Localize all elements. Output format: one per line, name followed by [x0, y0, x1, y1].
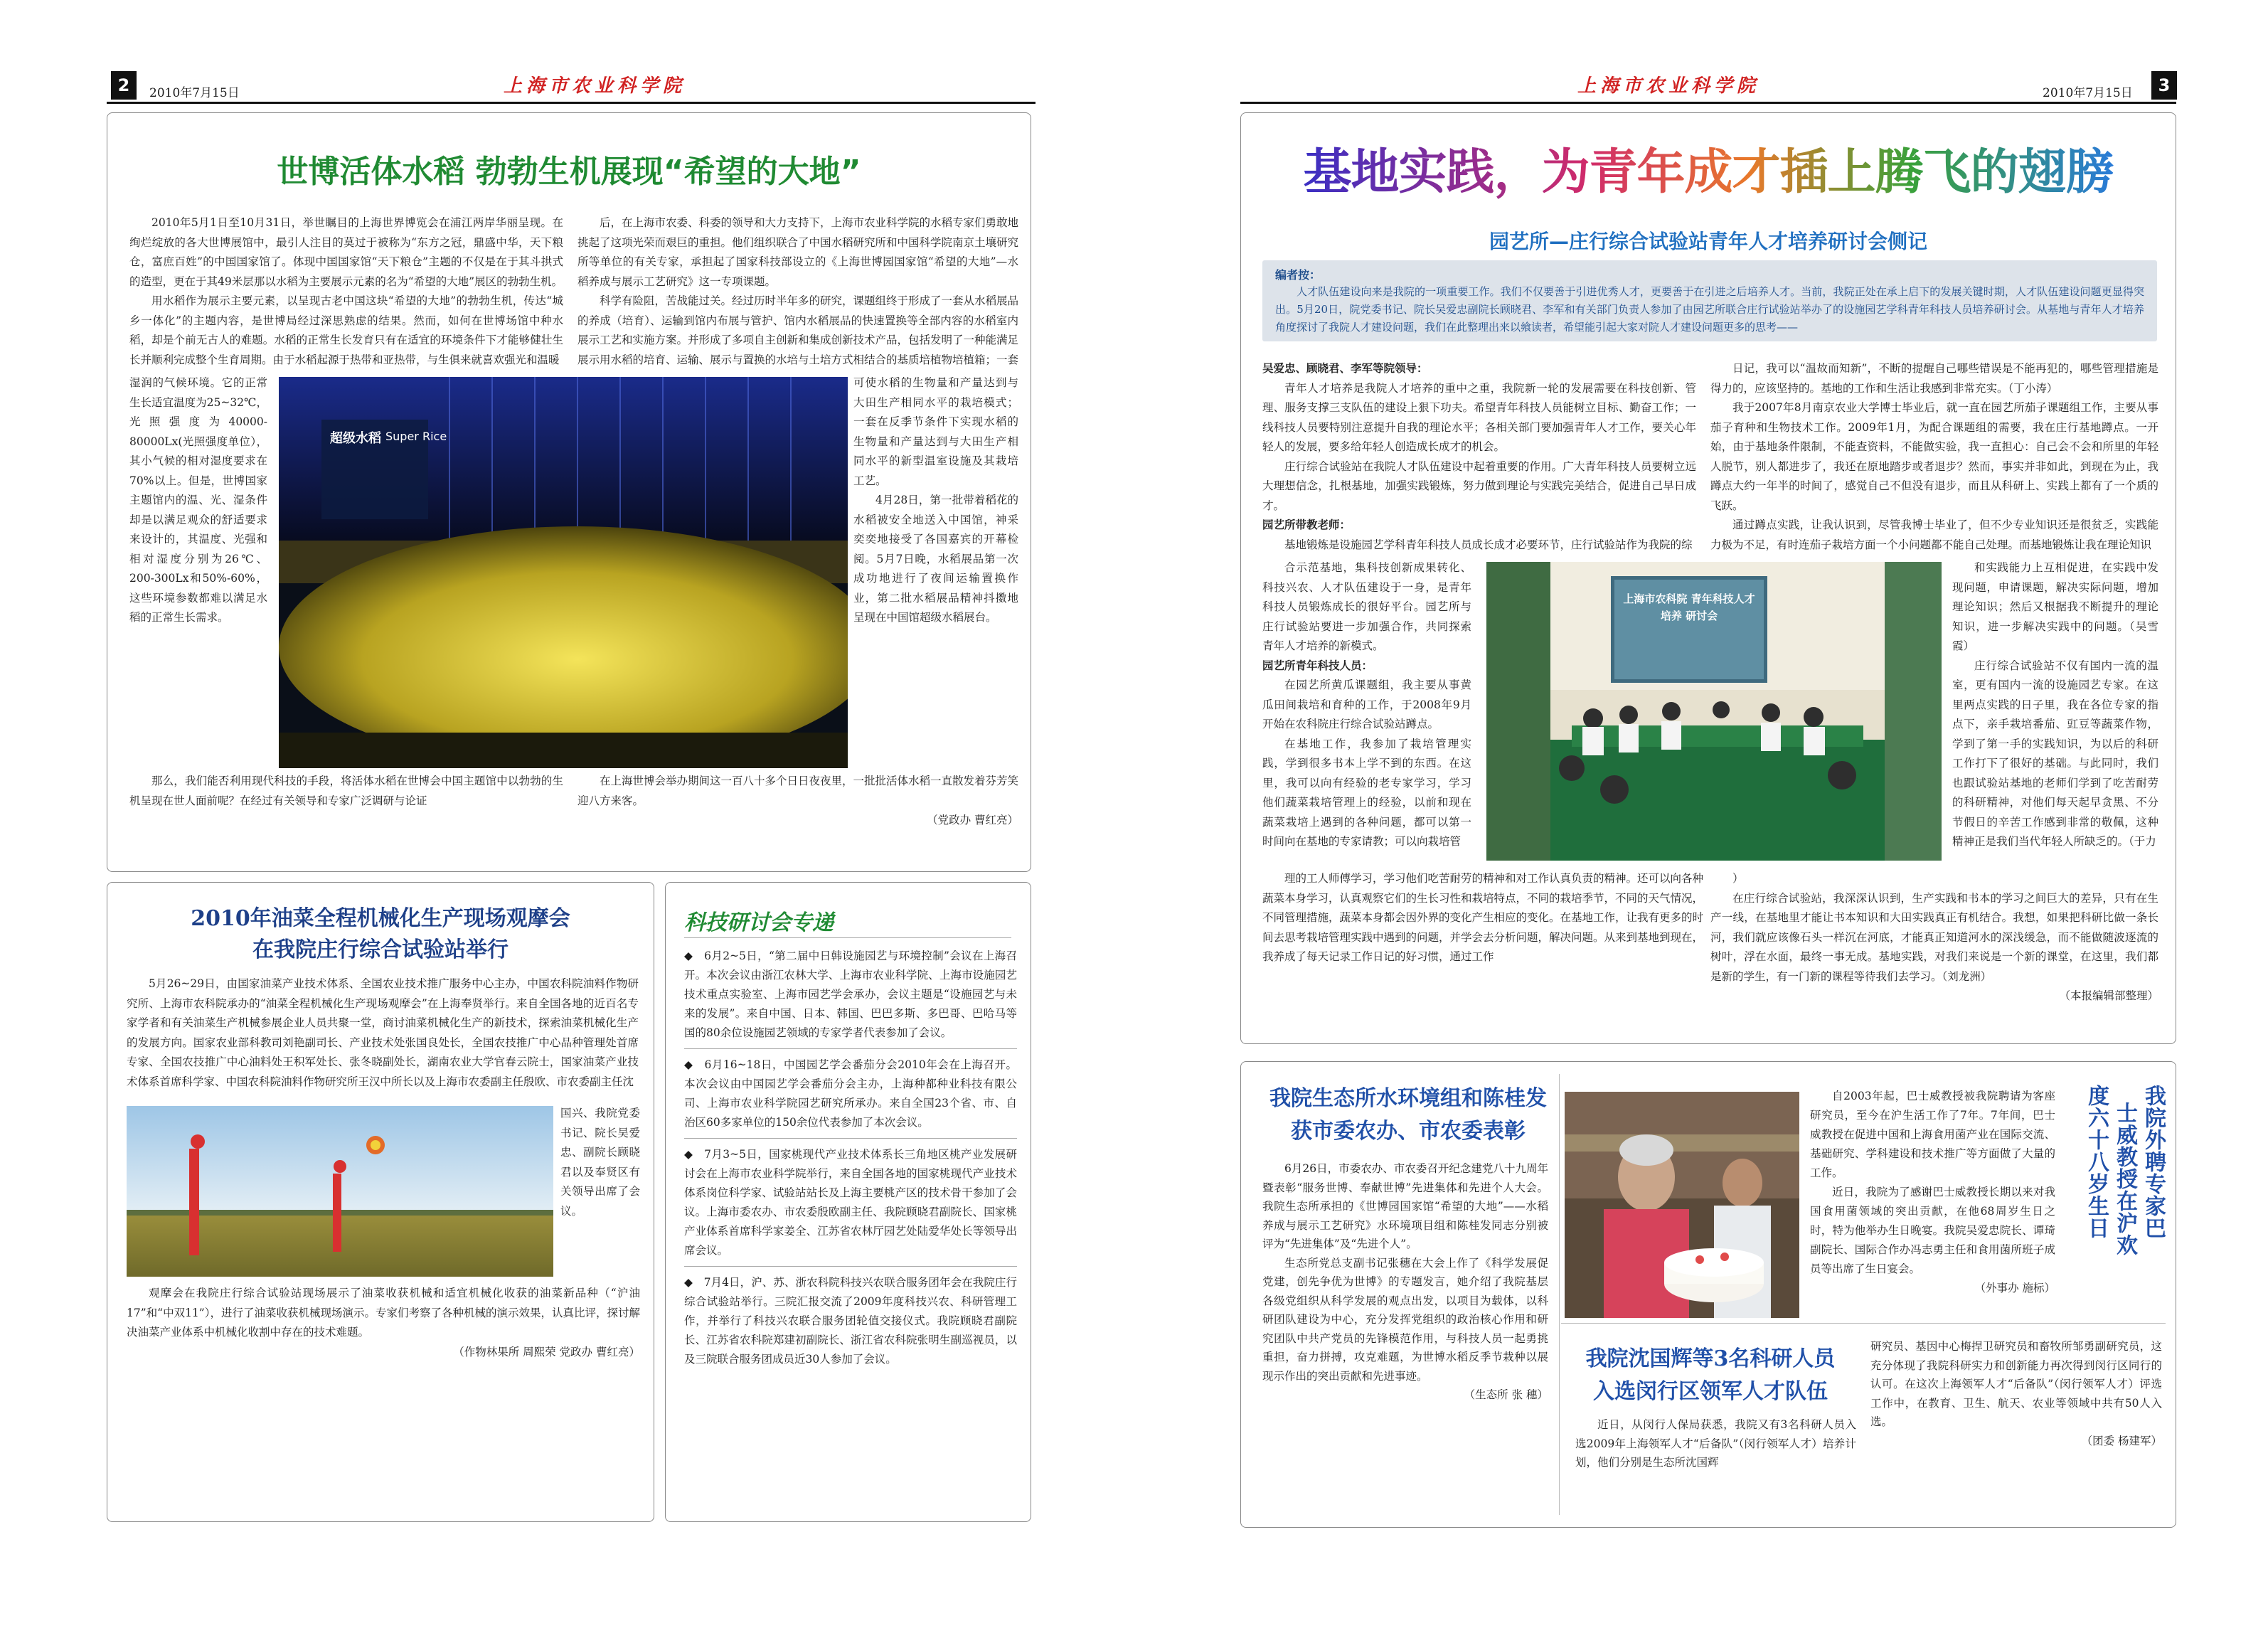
- photo-caption: 超级水稻: [330, 431, 381, 446]
- photo-caption: Super Rice: [385, 430, 447, 443]
- byline: （作物林果所 周熙荣 党政办 曹红亮）: [453, 1345, 640, 1358]
- expo-col1-side: [129, 373, 272, 772]
- rape-text-side: 国兴、我院党委书记、院长吴爱忠、副院长顾晓君以及奉贤区有关领导出席了会议。: [560, 1107, 640, 1218]
- masthead: 上海市农业科学院: [504, 75, 686, 97]
- paragraph: 观摩会在我院庄行综合试验站现场展示了油菜收获机械和适宜机械化收获的油菜新品种（“沪油17”和“中双11”），进行了油菜收获机械现场演示。专家们考察了各种机械的演示效果，认真比评，探讨解决油菜产业体系中机械化收割中存在的技术难题。: [127, 1287, 640, 1339]
- divider: [684, 1266, 1017, 1267]
- eco-text: [1262, 1159, 1548, 1514]
- paragraph: 庄行综合试验站在我院人才队伍建设中起着重要的作用。广大青年科技人员要树立远大理想信念，扎根基地，加强实践锻炼，努力做到理论与实践完美结合，促进自己早日成才。: [1262, 459, 1696, 512]
- rape-text-top: 5月26~29日，由国家油菜产业技术体系、全国农业技术推广服务中心主办，中国农科院油料作物研究所、上海市农科院承办的“油菜全程机械化生产现场观摩会”在上海奉贤举行。来自全国各地的近百名专家学者和有关油菜生产机械参展企业人员共聚一堂，商讨油菜机械化生产的新技术，探索油菜机械化生产的发展方向。国家农业部科教司刘艳副司长、产业技术处张国良处长，全国农技推广中心品种管理处首席专家、全国农技推广中心油料处王积军处长、张冬晓副处长，湖南农业大学官春云院士，国家油菜产业技术体系首席科学家、中国农科院油料作物研究所王汉中所长以及上海市农委副主任殷欧、市农委副主任沈: [127, 977, 639, 1088]
- rice-exhibit-photo: [279, 377, 848, 768]
- paragraph: ）: [1732, 872, 1744, 885]
- youth-col1-side: [1262, 558, 1476, 868]
- header-rule: [1240, 102, 2176, 104]
- paragraph: 近日，从闵行人保局获悉，我院又有3名科研人员入选2009年上海领军人才“后备队”（闵行领军人才）培养计划，他们分别是生态所沈国辉: [1575, 1418, 1856, 1469]
- youth-col1-bottom: [1262, 869, 1703, 1031]
- paragraph: 通过蹲点实践，让我认识到，尽管我博士毕业了，但不少专业知识还是很贫乏，实践能力极为不足，有时连茄子栽培方面一个小问题都不能自己处理。而基地锻炼让我在理论知识: [1710, 518, 2158, 551]
- expert-title: 我院外聘专家巴 士威教授在沪欢 度六十八岁生日: [2084, 1085, 2166, 1256]
- editor-note-box: [1262, 260, 2157, 341]
- seminar-item: ◆ 6月2~5日，“第二届中日韩设施园艺与环境控制”会议在上海召开。本次会议由浙江农林大学、上海市农业科学院、上海市设施园艺技术重点实验室、上海市园艺学会承办，会议主题是“设施园艺与未来的发展”。来自中国、日本、韩国、巴巴多斯、多巴哥、巴哈马等国的80余位设施园艺领域的专家学者代表参加了会议。: [684, 949, 1017, 1039]
- paragraph: 2010年5月1日至10月31日，举世瞩目的上海世界博览会在浦江两岸华丽呈现。在绚烂绽放的各大世博展馆中，最引人注目的莫过于被称为“东方之冠，鼎盛中华，天下粮仓，富庶百姓”的中国国家馆了。体现中国国家馆“天下粮仓”主题的不仅是在于其斗拱式的造型，更在于其49米层那以水稻为主要展示元素的名为“希望的大地”展区的勃勃生机。: [129, 216, 563, 288]
- expo-col1-bottom: [129, 772, 563, 861]
- editor-note: 人才队伍建设向来是我院的一项重要工作。我们不仅要善于引进优秀人才，更要善于在引进之后培养人才。当前，我院正处在承上启下的发展关键时期，人才队伍建设问题更显得突出。5月20日，院党委书记、院长吴爱忠副院长顾晓君、李军和有关部门负责人参加了由园艺所联合庄行试验站举办了的设施园艺学科青年科技人员培养研讨会。从基地与青年人才培养角度探讨了我院人才建设问题，我们在此整理出来以飨读者，希望能引起大家对院人才建设问题更多的思考——: [1275, 285, 2144, 334]
- expert-text-top: [1810, 1087, 2055, 1300]
- paragraph: 日记，我可以“温故而知新”，不断的提醒自己哪些错误是不能再犯的，哪些管理措施是得力的，应该坚持的。基地的工作和生活让我感到非常充实。（丁小涛）: [1710, 362, 2158, 395]
- seminar-item: ◆ 7月4日，沪、苏、浙农科院科技兴农联合服务团年会在我院庄行综合试验站举行。三院汇报交流了2009年度科技兴农、科研管理工作，并举行了科技兴农联合服务团轮值交接仪式。我院顾晓君副院长、江苏省农科院郑建初副院长、浙江省农科院张明生副巡视员，以及三院联合服务团成员近30人参加了会议。: [684, 1275, 1017, 1366]
- paragraph: 理的工人师傅学习，学习他们吃苦耐劳的精神和对工作认真负责的精神。还可以向各种蔬菜本身学习，认真观察它们的生长习性和栽培特点，不同的栽培季节，不同的天气情况，不同管理措施，蔬菜本身都会因外界的变化产生相应的变化。在基地工作，让我有更多的时间去思考栽培管理实践中遇到的问题，并学会去分析问题，解决问题。从来到基地到现在，我养成了每天记录工作日记的好习惯，通过工作: [1262, 872, 1703, 963]
- youth-col1-top: [1262, 359, 1696, 558]
- issue-date: 2010年7月15日: [2043, 86, 2133, 100]
- byline: （生态所 张 穗）: [1464, 1388, 1548, 1401]
- divider: [1561, 1323, 2166, 1324]
- divider: [1559, 1074, 1560, 1515]
- paragraph: 在基地工作，我参加了栽培管理实践，学到很多书本上学不到的东西。在这里，我可以向有经验的老专家学习，学习他们蔬菜栽培管理上的经验，以前和现在蔬菜栽培上遇到的各种问题，都可以第一时间向在基地的专家请教；可以向栽培管: [1262, 737, 1471, 848]
- paragraph: 近日，我院为了感谢巴士威教授长期以来对我国食用菌领域的突出贡献，在他68周岁生日之时，特为他举办生日晚宴。我院吴爱忠院长、谭琦副院长、国际合作办冯志勇主任和食用菌所班子成员等出席了生日宴会。: [1810, 1186, 2055, 1275]
- paragraph: 在园艺所黄瓜课题组，我主要从事黄瓜田间栽培和育种的工作，于2008年9月开始在农科院庄行综合试验站蹲点。: [1262, 679, 1471, 730]
- section-heading: 园艺所青年科技人员：: [1262, 659, 1373, 672]
- paragraph: 我于2007年8月南京农业大学博士毕业后，就一直在园艺所茄子课题组工作，主要从事茄子育种和生物技术工作。2009年1月，为配合课题组的需要，我在庄行基地蹲点。一开始，由于基地条件限制，不能查资料，不能做实验，我一直担心：自己会不会和所里的年轻人脱节，别人都进步了，我还在原地踏步或者退步？然而，事实并非如此，到现在为止，我蹲点大约一年半的时间了，感觉自己不但没有退步，而且从科研上、实践上都有了一个质的飞跃。: [1710, 401, 2158, 512]
- divider: [684, 1138, 1017, 1139]
- byline: （党政办 曹红亮）: [927, 814, 1018, 826]
- field-demo-photo: [127, 1106, 553, 1277]
- editor-label: 编者按：: [1275, 268, 1321, 282]
- paragraph: 可使水稻的生物量和产量达到与大田生产相同水平的栽培模式；一套在反季节条件下实现水稻的生物量和产量达到与大田生产相同水平的新型温室设施及其栽培工艺。: [853, 376, 1018, 487]
- seminar-title: 科技研讨会专递: [684, 910, 834, 935]
- byline: （外事办 施标）: [1974, 1282, 2055, 1294]
- expo-col2-bottom: [577, 772, 1018, 861]
- paragraph: 后，在上海市农委、科委的领导和大力支持下，上海市农业科学院的水稻专家们勇敢地挑起了这项光荣而艰巨的重担。他们组织联合了中国水稻研究所和中国科学院南京土壤研究所等单位的有关专家，承担起了国家科技部设立的《上海世博园国家馆“希望的大地”—水稻养成与展示工艺研究》这一专项课题。: [577, 216, 1018, 288]
- paragraph: 研究员、基因中心梅捍卫研究员和畜牧所邹勇副研究员，这充分体现了我院科研实力和创新能力再次得到闵行区同行的认可。在这次上海领军人才“后备队”（闵行领军人才）评选工作中，在教育、卫生、航天、农业等领域中共有50人入选。: [1870, 1340, 2162, 1428]
- youth-title: 基地实践，为青年成才插上腾飞的翅膀: [1303, 144, 2114, 201]
- meeting-photo: [1486, 562, 1942, 861]
- page-number: 2: [111, 71, 137, 100]
- seminar-item: ◆ 6月16~18日，中国园艺学会番茄分会2010年会在上海召开。本次会议由中国园艺学会番茄分会主办，上海种都种业科技有限公司、上海市农业科学院园艺研究所承办。来自全国23个省、市、自治区60多家单位的150余位代表参加了本次会议。: [684, 1058, 1017, 1129]
- talent-title: 我院沈国辉等3名科研人员 入选闵行区领军人才队伍: [1585, 1346, 1836, 1404]
- talent-col1: [1575, 1415, 1856, 1508]
- paragraph: 在庄行综合试验站，我深深认识到，生产实践和书本的学习之间巨大的差异，只有在生产一线，在基地里才能让书本知识和大田实践真正有机结合。我想，如果把科研比做一条长河，我们就应该像石头一样沉在河底，才能真正知道河水的深浅缓急，而不能做随波逐流的树叶，浮在水面，最终一事无成。基地实践，对我们来说是一个新的课堂，在这里，我们都是新的学生，有一门新的课程等待我们去学习。（刘龙洲）: [1710, 891, 2158, 983]
- seminar-item: ◆ 7月3~5日，国家桃现代产业技术体系长三角地区桃产业发展研讨会在上海市农业科学院举行，来自全国各地的国家桃现代产业技术体系岗位科学家、试验站站长及上海主要桃产区的技术骨干参加了会议。上海市委农办、市农委殷欧副主任、我院顾晓君副院长、国家桃产业体系首席科学家姜全、江苏省农林厅园艺处陆爱华处长等领导出席会议。: [684, 1147, 1017, 1257]
- paragraph: 青年人才培养是我院人才培养的重中之重，我院新一轮的发展需要在科技创新、管理、服务支撑三支队伍的建设上狠下功夫。希望青年科技人员能树立目标、勤奋工作；一线科技人员要特别注意提升自我的理论水平；各相关部门要加强青年人才工作，要关心年轻人的发展，要多给年轻人创造成长成才的机会。: [1262, 381, 1696, 453]
- paragraph: 和实践能力上互相促进，在实践中发现问题，申请课题，解决实际问题，增加理论知识；然后又根据我不断提升的理论知识，进一步解决实践中的问题。（吴雪霞）: [1952, 561, 2158, 652]
- paragraph: 自2003年起，巴士威教授被我院聘请为客座研究员，至今在沪生活工作了7年。7年间，巴士威教授在促进中国和上海食用菌产业在国际交流、基础研究、学科建设和技术推广等方面做了大量的工作。: [1810, 1090, 2055, 1179]
- header-rule: [107, 102, 1035, 104]
- byline: （本报编辑部整理）: [2059, 989, 2158, 1002]
- expo-col2-top: [577, 213, 1018, 371]
- expo-col1-top: [129, 213, 563, 371]
- paragraph: 用水稻作为展示主要元素，以呈现古老中国这块“希望的大地”的勃勃生机，传达“城乡一体化”的主题内容，是世博局经过深思熟虑的结果。然而，如何在世博场馆中种水稻，却是个前无古人的难题。水稻的正常生长发育只有在适宜的环境条件下才能够健壮生长并顺利完成整个生育周期。由于水稻起源于热带和亚热带，与生俱来就喜欢强光和温暖: [129, 294, 563, 366]
- paragraph: 科学有险阻，苦战能过关。经过历时半年多的研究，课题组终于形成了一套从水稻展品的养成（培育）、运输到馆内布展与管护、馆内水稻展品的快速置换等全部内容的水稻室内展示工艺和实施方案。并形成了多项自主创新和集成创新技术产品，包括发明了一种能满足展示用水稻的培育、运输、展示与置换的水培与土培方式相结合的基质培植物培植箱；一套: [577, 294, 1018, 366]
- birthday-photo: [1565, 1092, 1799, 1318]
- eco-title: 我院生态所水环境组和陈桂发 获市委农办、市农委表彰: [1269, 1086, 1547, 1144]
- paragraph: 庄行综合试验站不仅有国内一流的温室，更有国内一流的设施园艺专家。在这里两点实践的日子里，我在各位专家的指点下，亲手栽培番茄、豇豆等蔬菜作物，学到了第一手的实践知识，为以后的科研工作打下了很好的基础。与此同时，我们也跟试验站基地的老师们学到了吃苦耐劳的科研精神，对他们每天起早贪黑、不分节假日的辛苦工作感到非常的敬佩，这种精神正是我们当代年轻人所缺乏的。（于力: [1952, 659, 2158, 848]
- paragraph: 基地锻炼是设施园艺学科青年科技人员成长成才必要环节，庄行试验站作为我院的综: [1284, 538, 1693, 551]
- youth-col2-bottom: [1710, 869, 2158, 1031]
- paragraph: 那么，我们能否利用现代科技的手段，将活体水稻在世博会中国主题馆中以勃勃的生机呈现在世人面前呢？在经过有关领导和专家广泛调研与论证: [129, 775, 563, 807]
- paragraph: 4月28日，第一批带着稻花的水稻被安全地送入中国馆，神采奕奕地接受了各国嘉宾的开幕检阅。5月7日晚，水稻展品第一次成功地进行了夜间运输置换作业，第二批水稻展品精神抖擞地呈现在中国馆超级水稻展台。: [853, 494, 1018, 624]
- page-number: 3: [2151, 71, 2177, 100]
- issue-date: 2010年7月15日: [149, 86, 240, 100]
- expo-title: 世博活体水稻 勃勃生机展现“希望的大地”: [277, 154, 861, 190]
- masthead: 上海市农业科学院: [1577, 75, 1760, 97]
- divider: [684, 937, 1011, 938]
- rape-text-bottom: [127, 1284, 640, 1504]
- paragraph: 在上海世博会举办期间这一百八十多个日日夜夜里，一批批活体水稻一直散发着芬芳笑迎八方来客。: [577, 775, 1018, 807]
- byline: （团委 杨建军）: [2081, 1434, 2162, 1447]
- section-heading: 吴爱忠、顾晓君、李军等院领导：: [1262, 362, 1428, 375]
- paragraph: 生态所党总支副书记张穗在大会上作了《科学发展促党建，创先争优为世博》的专题发言，她介绍了我院基层各级党组织从科学发展的观点出发，以项目为载体，以科研团队建设为中心，充分发挥党组织的政治核心作用和研究团队中共产党员的先锋模范作用，与科技人员一起勇挑重担，奋力拼搏，攻克难题，为世博水稻反季节栽种以展现示作出的突出贡献和先进事迹。: [1262, 1256, 1548, 1383]
- meeting-banner-text: 上海市农科院 青年科技人才培养 研讨会: [1623, 592, 1755, 622]
- rape-title: 2010年油菜全程机械化生产现场观摩会 在我院庄行综合试验站举行: [191, 906, 570, 962]
- paragraph: 湿润的气候环境。它的正常生长适宜温度为25~32℃，光照强度为40000-80000Lx(光照强度单位），其小气候的相对湿度要求在70%以上。但是，世博国家主题馆内的温、光、湿条件却是以满足观众的舒适要求来设计的，其温度、光强和相对湿度分别为26℃、200-300Lx和50%-60%，这些环境参数都难以满足水稻的正常生长需求。: [129, 376, 267, 624]
- talent-col2: [1870, 1337, 2162, 1515]
- section-heading: 园艺所带教老师：: [1262, 518, 1351, 531]
- youth-col2-top: [1710, 359, 2158, 558]
- youth-subtitle: 园艺所—庄行综合试验站青年人才培养研讨会侧记: [1489, 230, 1927, 253]
- youth-col2-side: [1952, 558, 2158, 868]
- divider: [684, 1048, 1017, 1049]
- paragraph: 6月26日，市委农办、市农委召开纪念建党八十九周年暨表彰“服务世博、奉献世博”先进集体和先进个人大会。我院生态所承担的《世博园国家馆“希望的大地”——水稻养成与展示工艺研究》水环境项目组和陈桂发同志分别被评为“先进集体”及“先进个人”。: [1262, 1162, 1548, 1250]
- seminar-list: [684, 946, 1017, 1511]
- paragraph: 合示范基地，集科技创新成果转化、科技兴农、人才队伍建设于一身，是青年科技人员锻炼成长的很好平台。园艺所与庄行试验站要进一步加强合作，共同探索青年人才培养的新模式。: [1262, 561, 1471, 652]
- expo-col2-side: [853, 373, 1018, 772]
